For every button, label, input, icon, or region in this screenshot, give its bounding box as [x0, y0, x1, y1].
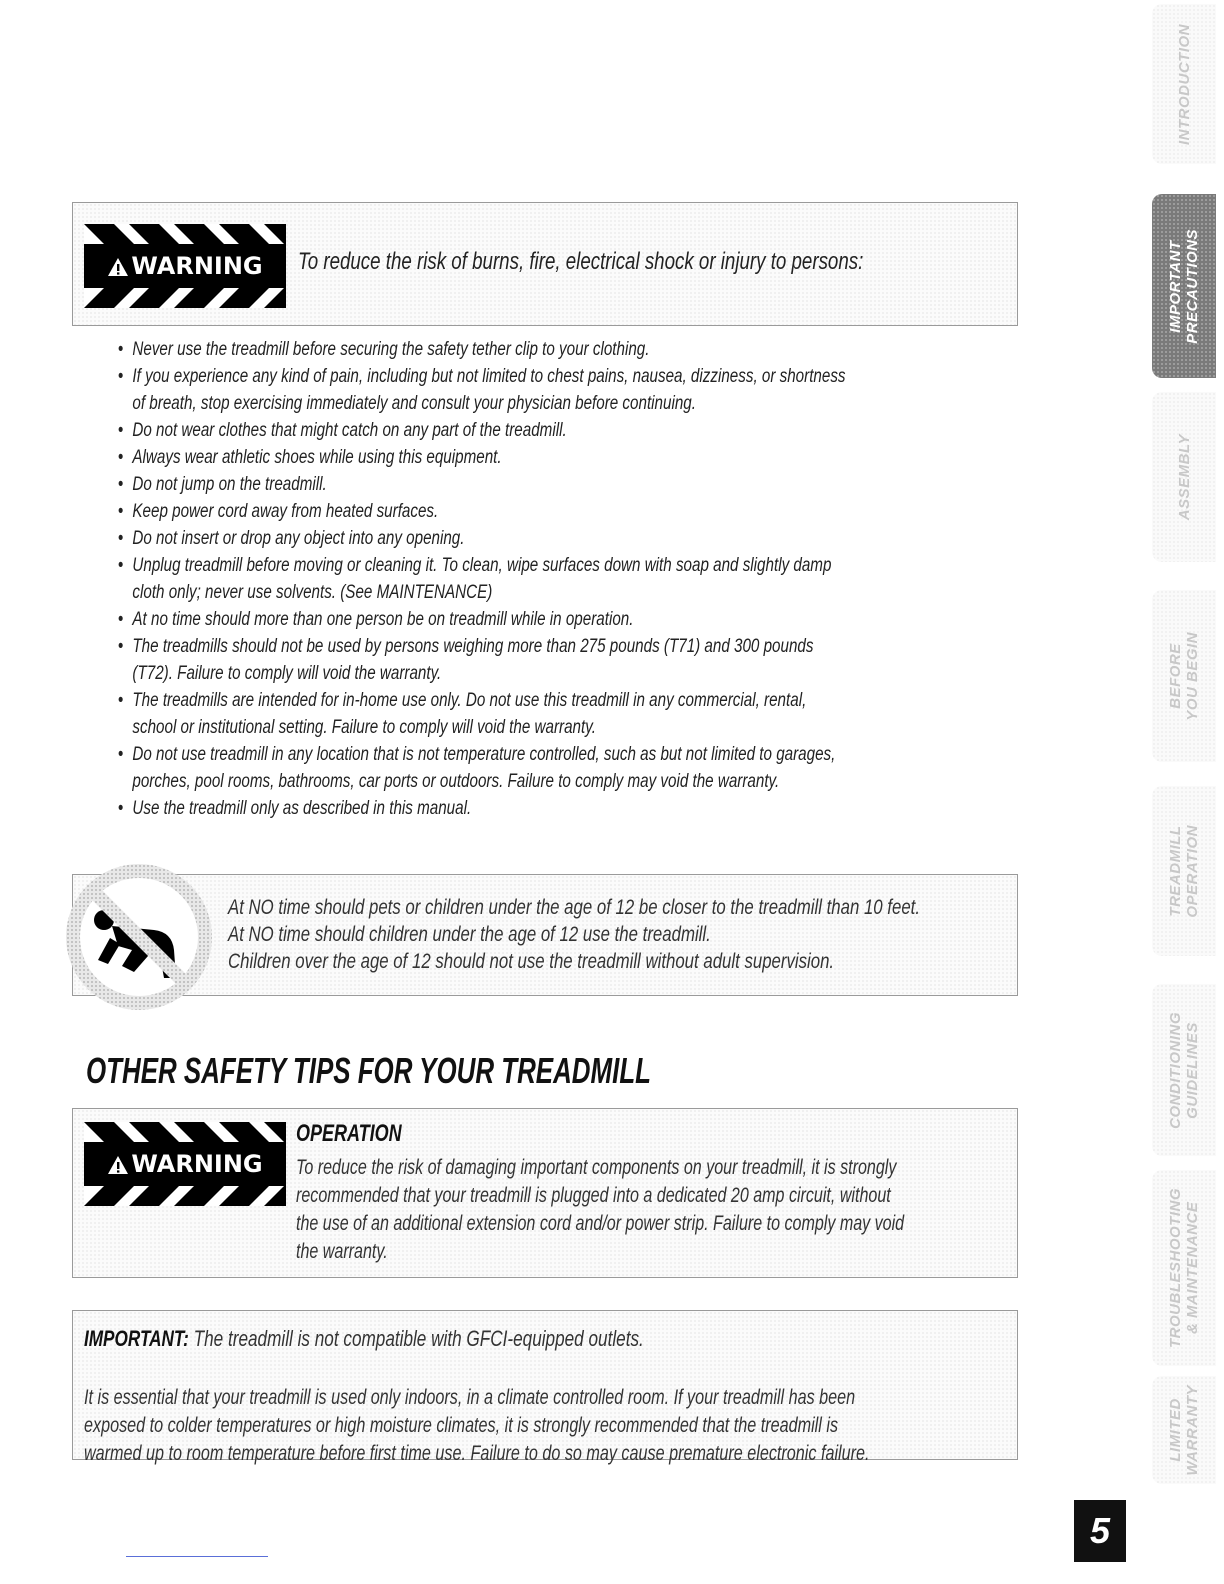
- no-children-icon: [62, 860, 216, 1014]
- tab-conditioning-guidelines[interactable]: [1152, 984, 1216, 1156]
- tab-label: IMPORTANT: [1167, 239, 1184, 333]
- important-body: [84, 1384, 1008, 1468]
- tab-important-precautions[interactable]: [1152, 194, 1216, 378]
- operation-line: the warranty.: [296, 1240, 388, 1263]
- footer-rule: [126, 1556, 268, 1557]
- list-item: • At no time should more than one person be on treadmill while in operation.: [118, 606, 998, 633]
- list-item: • Use the treadmill only as described in this manual.: [118, 795, 998, 822]
- section-title: OTHER SAFETY TIPS FOR YOUR TREADMILL: [86, 1050, 651, 1091]
- tab-label: LIMITED: [1167, 1398, 1184, 1462]
- list-item: • Do not jump on the treadmill.: [118, 471, 998, 498]
- list-item: • Do not insert or drop any object into any opening.: [118, 525, 998, 552]
- list-item: • Do not use treadmill in any location that is not temperature controlled, such as but not limited to garages, porches, pool rooms, bathrooms, car ports or outdoors. Failure to comply may void the warranty.: [118, 741, 998, 795]
- tab-before-you-begin[interactable]: [1152, 590, 1216, 762]
- tab-label: BEFORE: [1167, 643, 1184, 709]
- list-item: • The treadmills should not be used by persons weighing more than 275 pounds (T71) and 300 pounds (T72). Failure to comply will void the warranty.: [118, 633, 998, 687]
- tab-limited-warranty[interactable]: [1152, 1376, 1216, 1484]
- operation-title: OPERATION: [296, 1120, 402, 1147]
- operation-line: To reduce the risk of damaging important components on your treadmill, it is strongly: [296, 1156, 897, 1179]
- warning-label: WARNING: [131, 252, 263, 280]
- children-notice-text: [228, 894, 920, 975]
- important-text: The treadmill is not compatible with GFCI-equipped outlets.: [193, 1326, 644, 1351]
- operation-line: recommended that your treadmill is plugged into a dedicated 20 amp circuit, without: [296, 1184, 891, 1207]
- operation-line: the use of an additional extension cord and/or power strip. Failure to comply may void: [296, 1212, 905, 1235]
- warning-headline: To reduce the risk of burns, fire, electrical shock or injury to persons:: [298, 248, 864, 275]
- tab-label: TREADMILL: [1167, 825, 1184, 917]
- warning-badge: [84, 1122, 286, 1206]
- tab-label: OPERATION: [1184, 824, 1201, 918]
- list-item: • If you experience any kind of pain, including but not limited to chest pains, nausea, dizziness, or shortness of breath, stop exercising immediately and consult your physician before continuing.: [118, 363, 998, 417]
- tab-assembly[interactable]: [1152, 392, 1216, 562]
- warning-stripes: [84, 1122, 286, 1142]
- list-item: • Always wear athletic shoes while using this equipment.: [118, 444, 998, 471]
- important-label: IMPORTANT:: [84, 1326, 189, 1351]
- tab-label: ASSEMBLY: [1175, 433, 1193, 521]
- tab-introduction[interactable]: [1152, 4, 1216, 164]
- list-item: • Keep power cord away from heated surfaces.: [118, 498, 998, 525]
- important-body-line: It is essential that your treadmill is used only indoors, in a climate controlled room. If your treadmill has been: [84, 1386, 856, 1409]
- list-item: • The treadmills are intended for in-home use only. Do not use this treadmill in any commercial, rental, school or institutional setting. Failure to comply will void the warranty.: [118, 687, 998, 741]
- tab-label: CONDITIONING: [1167, 1011, 1184, 1129]
- tab-label: GUIDELINES: [1184, 1021, 1201, 1119]
- warning-stripes: [84, 288, 286, 308]
- tab-label: & MAINTENANCE: [1184, 1201, 1201, 1335]
- safety-bullet-list: [118, 336, 998, 822]
- tab-troubleshooting-maintenance[interactable]: [1152, 1170, 1216, 1366]
- tab-label: WARRANTY: [1184, 1384, 1201, 1476]
- alert-triangle-icon: [107, 257, 129, 277]
- tab-label: TROUBLESHOOTING: [1167, 1188, 1184, 1348]
- list-item: • Unplug treadmill before moving or cleaning it. To clean, wipe surfaces down with soap and slightly damp cloth only; never use solvents. (See MAINTENANCE): [118, 552, 998, 606]
- alert-triangle-icon: [107, 1155, 129, 1175]
- tab-label: YOU BEGIN: [1184, 631, 1201, 721]
- list-item: • Never use the treadmill before securing the safety tether clip to your clothing.: [118, 336, 998, 363]
- tab-label: PRECAUTIONS: [1184, 228, 1201, 344]
- children-notice-line: At NO time should children under the age of 12 use the treadmill.: [228, 923, 711, 946]
- important-body-line: warmed up to room temperature before first time use. Failure to do so may cause premature electronic failure.: [84, 1442, 870, 1465]
- tab-treadmill-operation[interactable]: [1152, 786, 1216, 956]
- important-body-line: exposed to colder temperatures or high moisture climates, it is strongly recommended that the treadmill is: [84, 1414, 839, 1437]
- tab-label: INTRODUCTION: [1175, 23, 1193, 145]
- warning-badge: [84, 224, 286, 308]
- page-number: 5: [1074, 1500, 1126, 1562]
- important-note: [84, 1326, 644, 1352]
- children-notice-line: At NO time should pets or children under the age of 12 be closer to the treadmill than 10 feet.: [228, 896, 920, 919]
- children-notice-line: Children over the age of 12 should not use the treadmill without adult supervision.: [228, 950, 835, 973]
- warning-stripes: [84, 1186, 286, 1206]
- warning-stripes: [84, 224, 286, 244]
- operation-body: [296, 1154, 1007, 1266]
- warning-label: WARNING: [131, 1150, 263, 1178]
- list-item: • Do not wear clothes that might catch on any part of the treadmill.: [118, 417, 998, 444]
